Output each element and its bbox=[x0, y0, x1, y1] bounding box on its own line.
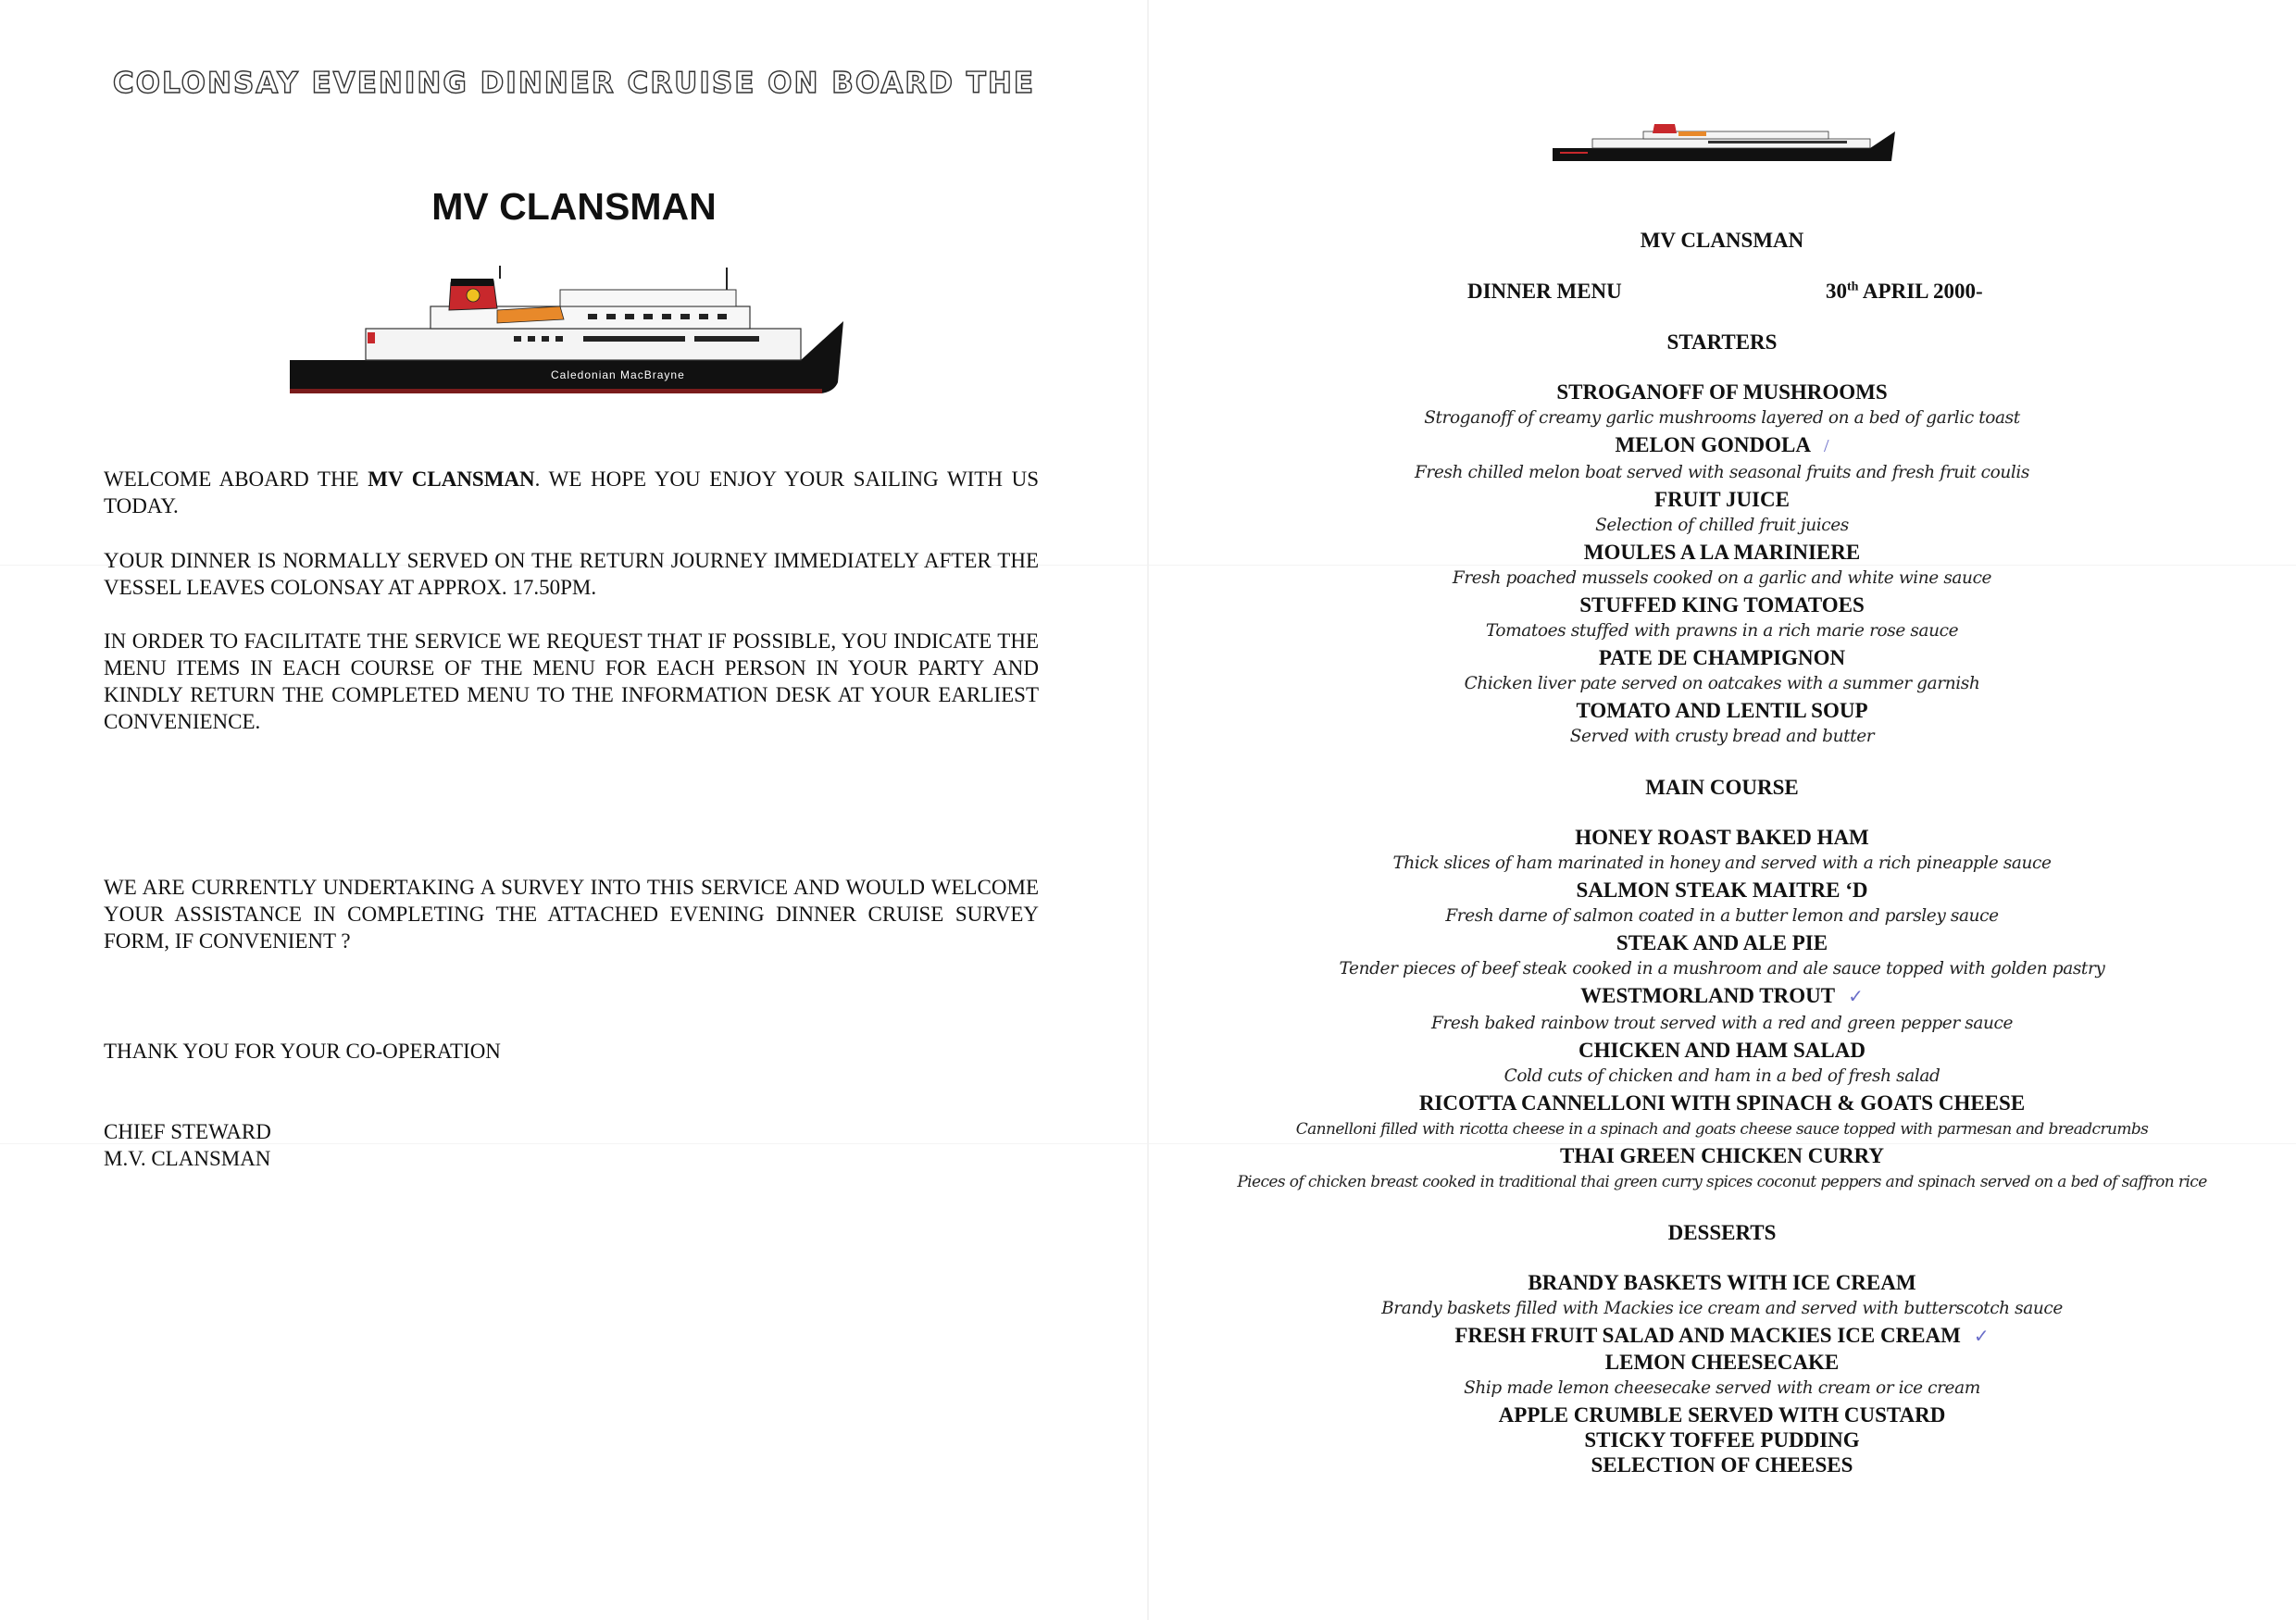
starters-list bbox=[1148, 380, 2296, 751]
menu-item-description: Fresh chilled melon boat served with seasonal fruits and fresh fruit coulis bbox=[1414, 463, 2030, 482]
date-rest: APRIL 2000- bbox=[1858, 280, 1983, 303]
menu-item-label: SELECTION OF CHEESES bbox=[1591, 1453, 1853, 1477]
menu-item-label: THAI GREEN CHICKEN CURRY bbox=[1560, 1144, 1884, 1167]
menu-item-label: STROGANOFF OF MUSHROOMS bbox=[1556, 380, 1888, 404]
menu-item-label: APPLE CRUMBLE SERVED WITH CUSTARD bbox=[1498, 1403, 1946, 1427]
menu-item-label: TOMATO AND LENTIL SOUP bbox=[1576, 699, 1868, 722]
menu-item-description: Thick slices of ham marinated in honey and served with a rich pineapple sauce bbox=[1392, 854, 2052, 873]
menu-item-name bbox=[1148, 1143, 2296, 1168]
menu-ship-title: MV CLANSMAN bbox=[1640, 229, 1804, 252]
menu-item-name bbox=[1148, 878, 2296, 903]
menu-item-label: STEAK AND ALE PIE bbox=[1616, 931, 1828, 954]
welcome-text: WELCOME ABOARD THE bbox=[104, 467, 368, 491]
menu-item-description: Chicken liver pate served on oatcakes with a summer garnish bbox=[1464, 674, 1980, 693]
menu-item-label: STUFFED KING TOMATOES bbox=[1579, 593, 1865, 617]
menu-item-name bbox=[1148, 1270, 2296, 1295]
menu-item-name bbox=[1148, 1323, 2296, 1350]
signature-role: CHIEF STEWARD bbox=[104, 1120, 271, 1143]
pen-tick-mark: ✓ bbox=[1973, 1327, 1990, 1347]
menu-item-label: LEMON CHEESECAKE bbox=[1604, 1351, 1840, 1374]
date-day: 30 bbox=[1826, 280, 1847, 303]
menu-item-name bbox=[1148, 1038, 2296, 1063]
menu-item-label: CHICKEN AND HAM SALAD bbox=[1578, 1039, 1866, 1062]
page-title: MV CLANSMAN bbox=[431, 185, 717, 228]
survey-paragraph: WE ARE CURRENTLY UNDERTAKING A SURVEY INTO THIS SERVICE AND WOULD WELCOME YOUR ASSISTANCE IN COMPLETING THE ATTACHED EVENING DINNER CRUISE SURVEY FORM, IF CONVENIENT ? bbox=[104, 876, 1039, 953]
menu-item-name bbox=[1148, 1402, 2296, 1427]
menu-item-description: Cold cuts of chicken and ham in a bed of fresh salad bbox=[1504, 1066, 1940, 1086]
dinner-menu-page bbox=[1148, 0, 2296, 1620]
desserts-list bbox=[1148, 1270, 2296, 1477]
ship-thumbnail bbox=[1551, 120, 1903, 167]
menu-item-description: Tender pieces of beef steak cooked in a mushroom and ale sauce topped with golden pastry bbox=[1339, 959, 2105, 978]
signature-vessel: M.V. CLANSMAN bbox=[104, 1147, 271, 1170]
menu-item-label: SALMON STEAK MAITRE ‘D bbox=[1576, 879, 1868, 902]
welcome-text-end: . WE HOPE YOU ENJOY YOUR SAILING WITH US TODAY. bbox=[104, 467, 1039, 517]
menu-item-name bbox=[1148, 592, 2296, 617]
ship-livery-text: Caledonian MacBrayne bbox=[551, 368, 685, 381]
pen-tick-mark: / bbox=[1823, 436, 1829, 456]
menu-item-label: FRESH FRUIT SALAD AND MACKIES ICE CREAM bbox=[1454, 1324, 1961, 1347]
welcome-paragraph bbox=[104, 466, 1039, 519]
menu-item-description: Selection of chilled fruit juices bbox=[1595, 516, 1849, 535]
dinner-time-paragraph: YOUR DINNER IS NORMALLY SERVED ON THE RETURN JOURNEY IMMEDIATELY AFTER THE VESSEL LEAVES COLONSAY AT APPROX. 17.50PM. bbox=[104, 549, 1039, 599]
menu-item-description: Pieces of chicken breast cooked in traditional thai green curry spices coconut peppers and spinach served on a bed of saffron rice bbox=[1237, 1173, 2207, 1191]
menu-item-description: Stroganoff of creamy garlic mushrooms layered on a bed of garlic toast bbox=[1424, 408, 2020, 428]
date-suffix: th bbox=[1847, 280, 1859, 294]
menu-item-label: RICOTTA CANNELLONI WITH SPINACH & GOATS CHEESE bbox=[1418, 1091, 2026, 1115]
menu-item-name bbox=[1148, 825, 2296, 850]
thanks-text: THANK YOU FOR YOUR CO-OPERATION bbox=[104, 1040, 501, 1063]
menu-item-label: WESTMORLAND TROUT bbox=[1580, 984, 1836, 1007]
menu-item-name bbox=[1148, 487, 2296, 512]
ship-illustration bbox=[282, 264, 866, 403]
main-course-heading: MAIN COURSE bbox=[1645, 776, 1799, 799]
starters-heading: STARTERS bbox=[1666, 330, 1778, 354]
menu-item-name bbox=[1148, 1090, 2296, 1115]
desserts-heading: DESSERTS bbox=[1667, 1221, 1777, 1244]
menu-item-description: Served with crusty bread and butter bbox=[1569, 727, 1875, 746]
menu-item-label: MOULES A LA MARINIERE bbox=[1583, 541, 1861, 564]
menu-item-label: PATE DE CHAMPIGNON bbox=[1598, 646, 1846, 669]
request-paragraph: IN ORDER TO FACILITATE THE SERVICE WE REQUEST THAT IF POSSIBLE, YOU INDICATE THE MENU ITEMS IN EACH COURSE OF THE MENU FOR EACH PERSON IN YOUR PARTY AND KINDLY RETURN THE COMPLETED MENU TO THE INFORMATION DESK AT YOUR EARLIEST CONVENIENCE. bbox=[104, 629, 1039, 733]
menu-item-description: Fresh poached mussels cooked on a garlic and white wine sauce bbox=[1452, 568, 1992, 588]
menu-item-description: Cannelloni filled with ricotta cheese in a spinach and goats cheese sauce topped with parmesan and breadcrumbs bbox=[1295, 1120, 2149, 1139]
menu-item-label: BRANDY BASKETS WITH ICE CREAM bbox=[1528, 1271, 1916, 1294]
menu-item-description: Brandy baskets filled with Mackies ice cream and served with butterscotch sauce bbox=[1381, 1299, 2063, 1318]
menu-item-name bbox=[1148, 1427, 2296, 1452]
menu-item-description: Fresh darne of salmon coated in a butter lemon and parsley sauce bbox=[1445, 906, 1999, 926]
menu-date bbox=[1826, 280, 1983, 304]
menu-item-label: FRUIT JUICE bbox=[1654, 488, 1790, 511]
menu-item-description: Fresh baked rainbow trout served with a red and green pepper sauce bbox=[1430, 1014, 2014, 1033]
menu-item-name bbox=[1148, 432, 2296, 459]
menu-item-description: Tomatoes stuffed with prawns in a rich marie rose sauce bbox=[1485, 621, 1959, 641]
menu-item-label: MELON GONDOLA bbox=[1615, 433, 1811, 456]
menu-item-name bbox=[1148, 380, 2296, 405]
menu-item-name bbox=[1148, 1452, 2296, 1477]
cruise-header: COLONSAY EVENING DINNER CRUISE ON BOARD THE bbox=[112, 67, 1036, 100]
menu-item-name bbox=[1148, 698, 2296, 723]
pen-tick-mark: ✓ bbox=[1848, 987, 1864, 1007]
dinner-menu-label: DINNER MENU bbox=[1467, 280, 1622, 303]
menu-item-name bbox=[1148, 930, 2296, 955]
menu-item-label: HONEY ROAST BAKED HAM bbox=[1575, 826, 1869, 849]
menu-column bbox=[1148, 329, 2296, 1477]
menu-item-description: Ship made lemon cheesecake served with cream or ice cream bbox=[1464, 1378, 1980, 1398]
menu-item-name bbox=[1148, 540, 2296, 565]
menu-item-name bbox=[1148, 645, 2296, 670]
welcome-ship-name: MV CLANSMAN bbox=[368, 467, 535, 491]
menu-item-label: STICKY TOFFEE PUDDING bbox=[1584, 1428, 1860, 1452]
main-course-list bbox=[1148, 825, 2296, 1196]
menu-item-name bbox=[1148, 983, 2296, 1010]
menu-item-name bbox=[1148, 1350, 2296, 1375]
